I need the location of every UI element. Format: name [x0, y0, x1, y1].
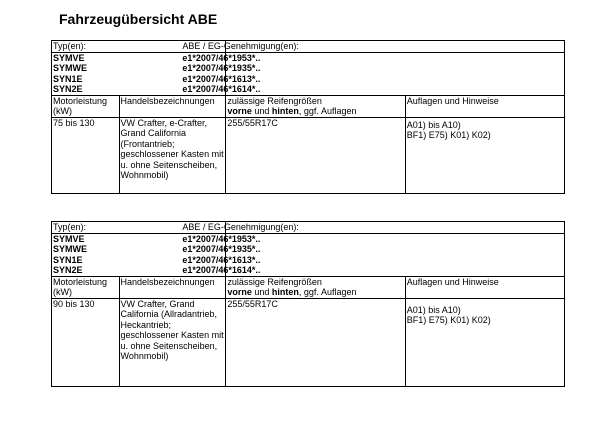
- approval-number: e1*2007/46*1614*..: [182, 84, 261, 94]
- header-notes: Auflagen und Hinweise: [405, 95, 564, 117]
- power-value: 75 bis 130: [52, 117, 120, 193]
- page-title: Fahrzeugübersicht ABE: [59, 11, 218, 27]
- header-tyres: zulässige Reifengrößen vorne und hinten, ggf. Auflagen: [226, 276, 405, 298]
- power-value: 90 bis 130: [52, 298, 120, 386]
- type-code: SYN2E: [52, 84, 226, 95]
- approval-number: e1*2007/46*1614*..: [182, 265, 261, 275]
- header-notes: Auflagen und Hinweise: [405, 276, 564, 298]
- type-code: SYMWE: [52, 63, 226, 74]
- tyres-value: 255/55R17C: [226, 298, 405, 386]
- approval-number: e1*2007/46*1613*..: [182, 254, 261, 265]
- type-label: Typ(en):: [52, 222, 226, 234]
- type-code: SYMVE: [52, 233, 226, 244]
- approval-number: e1*2007/46*1953*..: [182, 233, 261, 244]
- approval-label: ABE / EG-Genehmigung(en):: [226, 41, 565, 53]
- approval-number: e1*2007/46*1613*..: [182, 73, 261, 84]
- approval-label: ABE / EG-Genehmigung(en):: [226, 222, 565, 234]
- type-label: Typ(en):: [52, 41, 226, 53]
- approval-table-1: [51, 40, 565, 194]
- approval-number: e1*2007/46*1953*..: [182, 52, 261, 63]
- tyres-value: 255/55R17C: [226, 117, 405, 193]
- type-code: SYN2E: [52, 265, 226, 276]
- header-power: Motorleistung (kW): [52, 95, 120, 117]
- approval-number: e1*2007/46*1935*..: [182, 63, 261, 73]
- type-code: SYMWE: [52, 244, 226, 255]
- header-trade-names: Handelsbezeichnungen: [119, 276, 226, 298]
- type-code: SYN1E: [52, 74, 226, 85]
- header-power: Motorleistung (kW): [52, 276, 120, 298]
- notes-value: A01) bis A10) BF1) E75) K01) K02): [405, 117, 564, 193]
- trade-names-value: VW Crafter, Grand California (Allradantrieb, Heckantrieb; geschlossener Kasten mit u. ohne Seitenscheiben, Wohnmobil): [119, 298, 226, 386]
- trade-names-value: VW Crafter, e-Crafter, Grand California (Frontantrieb; geschlossener Kasten mit u. ohne Seitenscheiben, Wohnmobil): [119, 117, 226, 193]
- header-tyres: zulässige Reifengrößen vorne und hinten, ggf. Auflagen: [226, 95, 405, 117]
- approval-number: e1*2007/46*1935*..: [182, 244, 261, 254]
- notes-value: A01) bis A10) BF1) E75) K01) K02): [405, 298, 564, 386]
- type-code: SYMVE: [52, 52, 226, 63]
- header-trade-names: Handelsbezeichnungen: [119, 95, 226, 117]
- approval-table-2: [51, 221, 565, 387]
- type-code: SYN1E: [52, 255, 226, 266]
